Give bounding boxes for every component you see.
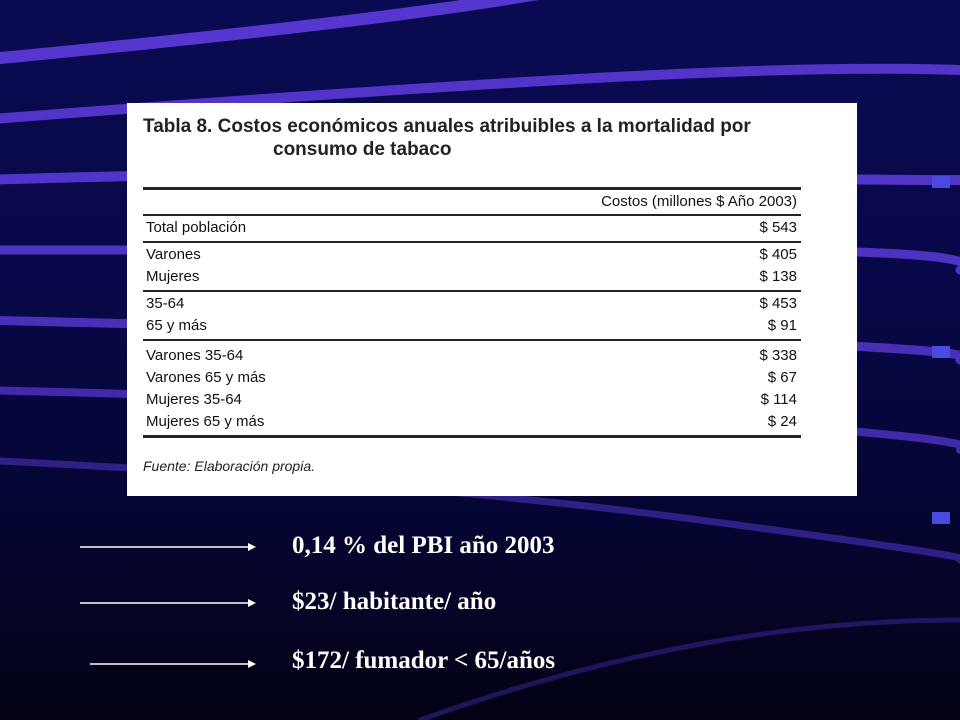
table-row: [143, 266, 801, 288]
table-row: [143, 315, 801, 337]
row-label: Varones 35-64: [146, 347, 244, 364]
row-group-age: [143, 292, 801, 341]
table-title-line1: Tabla 8. Costos económicos anuales atribuibles a la mortalidad por: [143, 116, 751, 137]
table-row: [143, 293, 801, 315]
row-label: Total población: [146, 219, 247, 236]
row-label: 65 y más: [146, 317, 207, 334]
table-row: [143, 345, 801, 367]
table-row: [143, 244, 801, 266]
table-image: [127, 103, 857, 496]
table-row: [143, 411, 801, 433]
costs-table: [143, 187, 801, 438]
table-title: [143, 115, 843, 161]
row-label: 35-64: [146, 295, 185, 312]
row-label: Varones 65 y más: [146, 369, 266, 386]
row-value: $ 405: [759, 246, 797, 263]
row-group-sex-age: [143, 341, 801, 435]
row-value: $ 91: [767, 317, 797, 334]
note-pbi: 0,14 % del PBI año 2003: [292, 532, 555, 559]
row-label: Mujeres 35-64: [146, 391, 242, 408]
note-per-inhabitant: $23/ habitante/ año: [292, 588, 497, 615]
table-row: [143, 367, 801, 389]
note-per-smoker: $172/ fumador < 65/años: [292, 647, 556, 674]
table-row: [143, 389, 801, 411]
row-value: $ 24: [767, 413, 797, 430]
row-group-total: [143, 216, 801, 243]
table-title-line2: consumo de tabaco: [273, 139, 452, 160]
row-label: Mujeres: [146, 268, 200, 285]
row-value: $ 67: [767, 369, 797, 386]
row-value: $ 453: [759, 295, 797, 312]
column-header: Costos (millones $ Año 2003): [143, 190, 801, 216]
table-row: [143, 217, 801, 239]
row-value: $ 114: [760, 391, 797, 408]
row-value: $ 543: [759, 219, 797, 236]
row-value: $ 338: [759, 347, 797, 364]
row-label: Varones: [146, 246, 201, 263]
row-label: Mujeres 65 y más: [146, 413, 265, 430]
table-source: Fuente: Elaboración propia.: [143, 458, 315, 474]
row-group-sex: [143, 243, 801, 292]
row-value: $ 138: [759, 268, 797, 285]
